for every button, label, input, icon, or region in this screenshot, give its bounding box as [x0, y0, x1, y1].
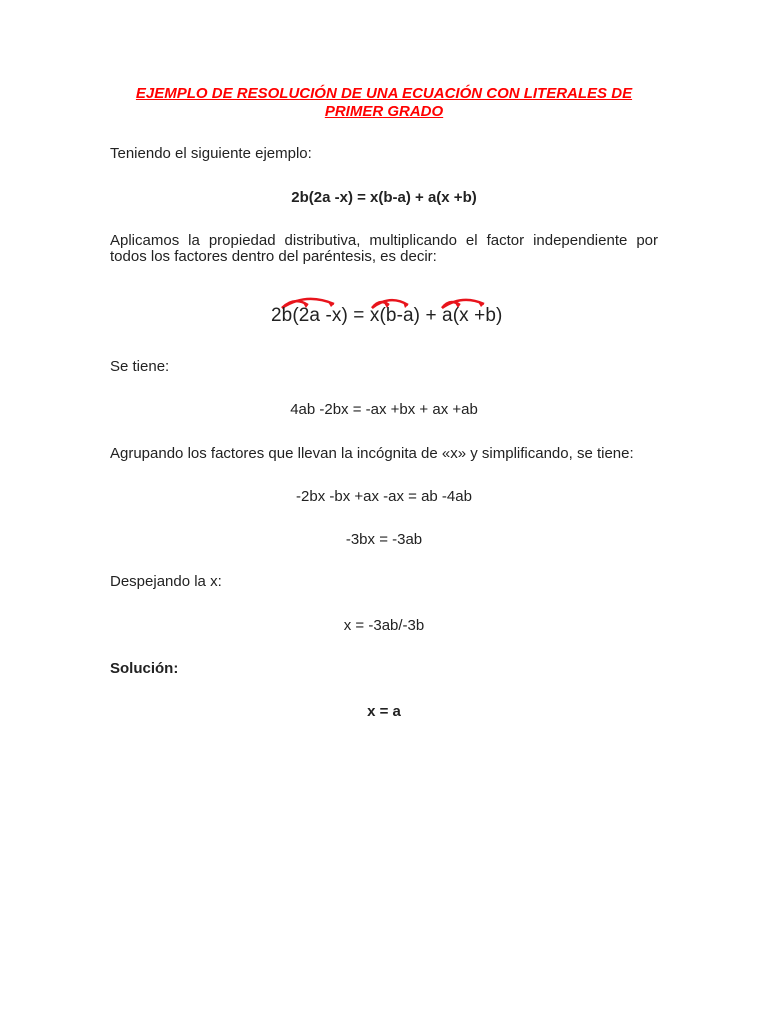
document-title: EJEMPLO DE RESOLUCIÓN DE UNA ECUACIÓN CON LITERALES DE PRIMER GRADO	[135, 85, 633, 120]
despejando-label: Despejando la x:	[110, 573, 222, 590]
step-3-equation: -3bx = -3ab	[345, 531, 423, 548]
solution-label: Solución:	[110, 660, 179, 677]
distributive-figure	[250, 290, 520, 340]
intro-text: Teniendo el siguiente ejemplo:	[110, 145, 312, 162]
distributive-explanation: Aplicamos la propiedad distributiva, multiplicando el factor independiente por todos los factores dentro del paréntesis, es decir:	[110, 232, 658, 265]
solution-equation: x = a	[367, 703, 401, 720]
grouping-explanation: Agrupando los factores que llevan la incógnita de «x» y simplificando, se tiene:	[110, 445, 634, 462]
step-4-equation: x = -3ab/-3b	[343, 617, 425, 634]
se-tiene-label: Se tiene:	[110, 358, 170, 375]
step-1-equation: 4ab -2bx = -ax +bx + ax +ab	[290, 401, 478, 418]
step-2-equation: -2bx -bx +ax -ax = ab -4ab	[296, 488, 472, 505]
figure-equation: 2b(2a -x) = x(b-a) + a(x +b)	[271, 305, 503, 326]
main-equation: 2b(2a -x) = x(b-a) + a(x +b)	[291, 189, 477, 206]
